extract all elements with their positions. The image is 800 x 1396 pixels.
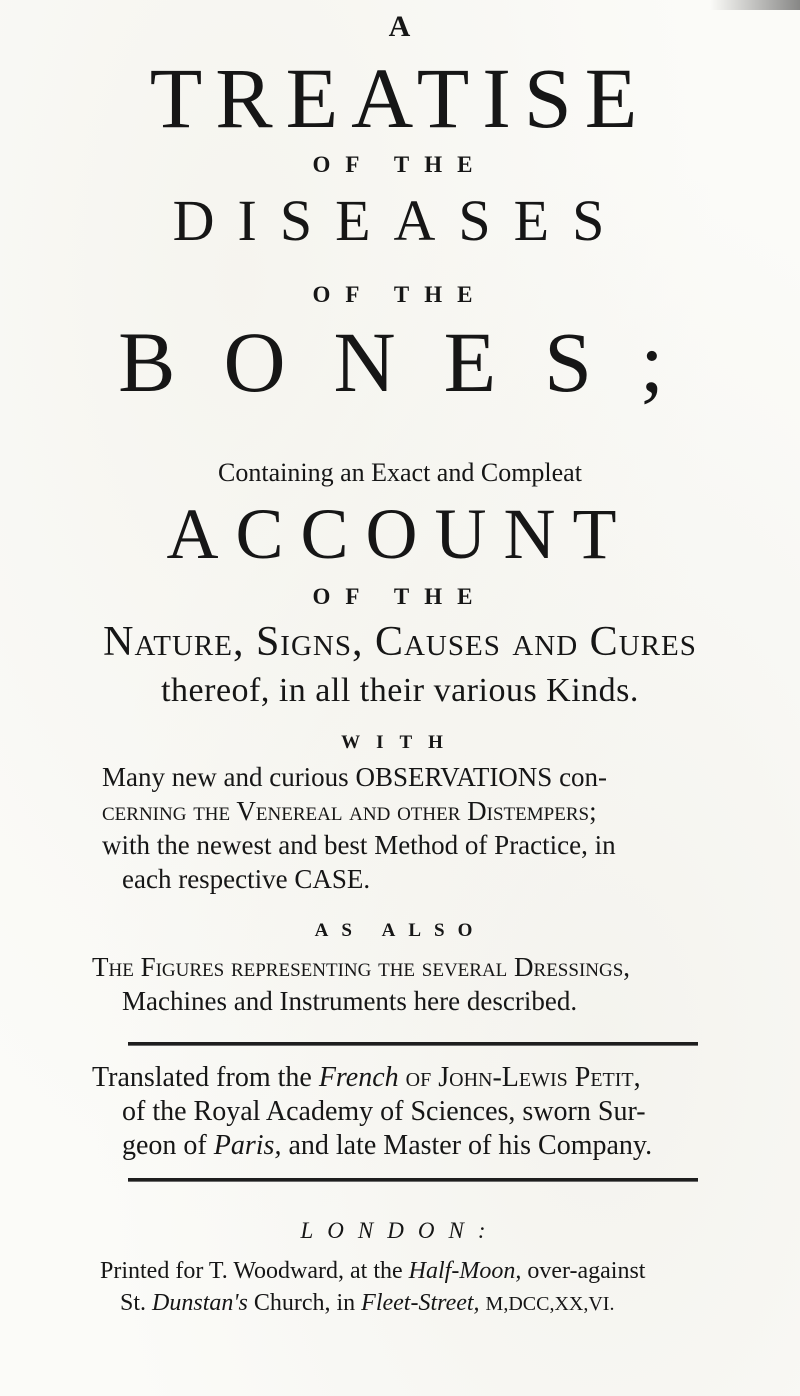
imprint-dunstan: Dunstan's (152, 1290, 248, 1316)
translated-paris: Paris, (213, 1130, 282, 1161)
observations-line-4: each respective CASE. (122, 864, 371, 894)
london-line: LONDON: (300, 1218, 500, 1243)
containing-line: Containing an Exact and Compleat (218, 458, 582, 487)
imprint-line-2 (120, 1290, 614, 1317)
imprint-st: St. (120, 1290, 147, 1316)
observations-line-1: Many new and curious OBSERVATIONS con- (102, 762, 608, 792)
imprint-date: M,DCC,XX,VI. (485, 1293, 615, 1315)
imprint-printed-for: Printed for T. Woodward, at the (100, 1258, 403, 1284)
observations-line-2: cerning the Venereal and other Distempers; (102, 796, 597, 826)
imprint-church-in: Church, in (253, 1290, 356, 1316)
article-a: A (388, 10, 412, 43)
bottom-rule (128, 1178, 698, 1182)
translated-author: of John-Lewis Petit, (405, 1062, 641, 1093)
thereof-line: thereof, in all their various Kinds. (161, 672, 639, 709)
title-bones: BONES; (118, 314, 712, 410)
top-rule (128, 1042, 698, 1046)
figures-line-2: Machines and Instruments here described. (122, 986, 578, 1016)
with-line: WITH (341, 732, 459, 753)
subject-line: Nature, Signs, Causes and Cures (103, 619, 697, 665)
translated-line-2: of the Royal Academy of Sciences, sworn Sur- (122, 1096, 646, 1127)
of-the-3: OF THE (312, 584, 488, 609)
translated-geon: geon of (122, 1130, 207, 1161)
of-the-1: OF THE (312, 152, 488, 177)
title-treatise: TREATISE (149, 50, 651, 146)
as-also-line: AS ALSO (314, 920, 486, 941)
translated-pre: Translated from the (92, 1062, 312, 1093)
imprint-half-moon: Half-Moon, (408, 1258, 522, 1284)
imprint-over-against: over-against (527, 1258, 646, 1284)
translated-line-1 (92, 1062, 641, 1094)
observations-line-3: with the newest and best Method of Practice, in (102, 830, 616, 860)
of-the-2: OF THE (312, 282, 488, 307)
imprint-fleet-street: Fleet-Street, (361, 1290, 480, 1316)
figures-line-1: The Figures representing the several Dressings, (92, 952, 631, 982)
translated-line-3 (122, 1130, 652, 1162)
imprint-line-1 (100, 1258, 645, 1285)
translated-master: and late Master of his Company. (288, 1130, 653, 1161)
corner-smudge (710, 0, 800, 10)
translated-french: French (318, 1062, 399, 1093)
title-diseases: DISEASES (172, 188, 628, 253)
title-account: ACCOUNT (166, 494, 634, 574)
